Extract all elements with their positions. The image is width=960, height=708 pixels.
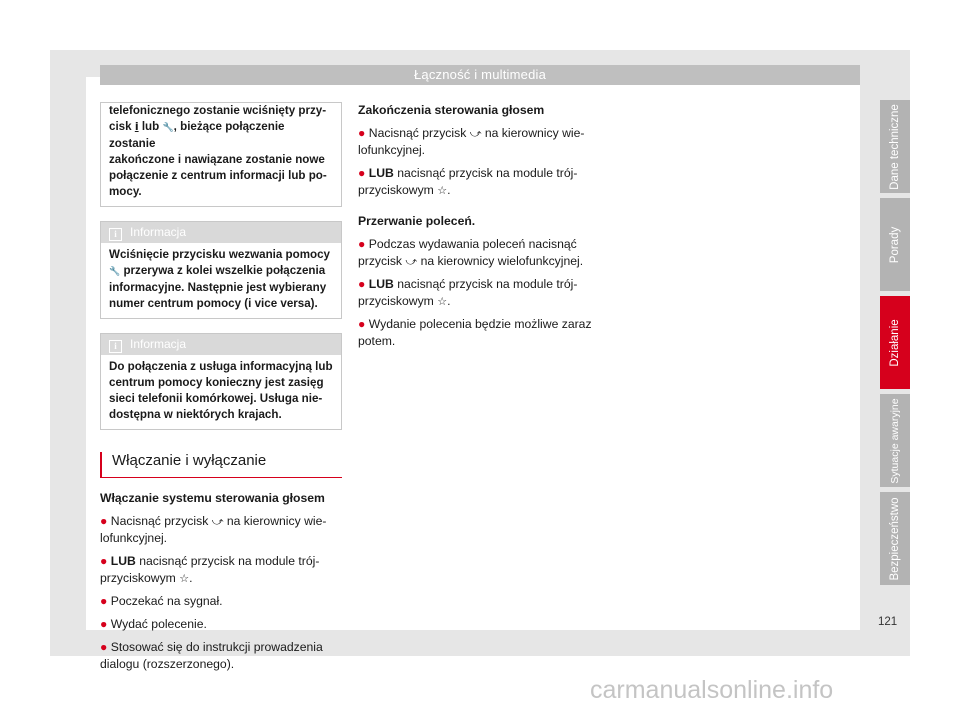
bullet-icon: ●: [100, 640, 108, 654]
list-item-text: potem.: [358, 334, 396, 348]
list-item-text: na kierownicy wie-: [226, 514, 327, 528]
list-item-text: na kierownicy wie-: [484, 126, 585, 140]
list-item-text: przyciskowym: [358, 294, 434, 308]
wrench-icon: 🔧: [162, 123, 174, 133]
voice-button-icon: ⤻: [469, 127, 482, 140]
bullet-icon: ●: [100, 554, 108, 568]
list-item: [100, 513, 342, 547]
bullet-icon: ●: [100, 514, 108, 528]
bullet-icon: ●: [100, 617, 108, 631]
watermark: carmanualsonline.info: [590, 676, 834, 704]
bullet-icon: ●: [358, 126, 366, 140]
list-item-text: dialogu (rozszerzonego).: [100, 657, 235, 671]
list-item-text: nacisnąć przycisk na module trój-: [397, 166, 578, 180]
page-number: 121: [878, 616, 898, 628]
intro-line-2-b: lub: [141, 120, 160, 133]
tab-bezpieczenstwo[interactable]: [880, 492, 910, 585]
intro-line-3: zakończone i nawiązane zostanie nowe: [109, 153, 325, 166]
list-item: [358, 276, 603, 310]
list-item-text: lofunkcyjnej.: [100, 531, 168, 545]
voice-button-icon: ⤻: [405, 255, 418, 268]
list-item-text: przyciskowym: [100, 571, 176, 585]
tab-porady[interactable]: [880, 198, 910, 291]
bullet-icon: ●: [358, 277, 366, 291]
intro-line-4: połączenie z centrum informacji lub po-: [109, 169, 327, 182]
tab-dzialanie[interactable]: [880, 296, 910, 389]
info1-line-2-text: przerywa z kolei wszelkie połączenia: [123, 264, 326, 277]
list-item-text: Nacisnąć przycisk: [368, 126, 467, 140]
list-item: [100, 553, 342, 587]
list-item-text: Wydać polecenie.: [110, 617, 207, 631]
list-item-text: lofunkcyjnej.: [358, 143, 426, 157]
info1-line-2: [109, 263, 333, 280]
star-button-icon: ☆: [437, 295, 448, 308]
info-box-2-body: [101, 355, 341, 429]
subhead-end: Zakończenia sterowania głosem: [358, 103, 545, 117]
info2-line-3: sieci telefonii komórkowej. Usługa nie-: [109, 392, 323, 405]
bullet-icon: ●: [100, 594, 108, 608]
bullet-icon: ●: [358, 166, 366, 180]
info-box-1: [100, 221, 342, 319]
list-item: [100, 616, 342, 633]
info-box-1-header: [101, 222, 341, 243]
wrench-icon: 🔧: [109, 267, 121, 277]
list-item-text: .: [447, 183, 451, 197]
list-item-text: .: [447, 294, 451, 308]
intro-box: [100, 102, 342, 207]
info1-line-3: informacyjne. Następnie jest wybierany: [109, 281, 327, 294]
star-button-icon: ☆: [179, 572, 190, 585]
voice-button-icon: ⤻: [211, 515, 224, 528]
list-item-bold: LUB: [368, 277, 394, 291]
intro-line-2: [109, 119, 333, 152]
info-icon: i: [109, 340, 122, 353]
list-item-text: Stosować się do instrukcji prowadzenia: [110, 640, 323, 654]
list-item: [358, 165, 603, 199]
intro-line-2-c: , bieżące połączenie zostanie: [109, 120, 285, 150]
info1-line-1: Wciśnięcie przycisku wezwania pomocy: [109, 248, 331, 261]
list-item-text: Podczas wydawania poleceń nacisnąć: [368, 237, 577, 251]
tab-label: Porady: [889, 226, 901, 263]
subhead-interrupt: Przerwanie poleceń.: [358, 214, 476, 228]
list-item-bold: LUB: [110, 554, 136, 568]
bullet-icon: ●: [358, 237, 366, 251]
intro-line-5: mocy.: [109, 185, 142, 198]
intro-line-2-a: cisk: [109, 120, 132, 133]
list-item-text: przycisk: [358, 254, 403, 268]
list-item-text: nacisnąć przycisk na module trój-: [139, 554, 320, 568]
list-item-text: na kierownicy wielofunkcyjnej.: [420, 254, 584, 268]
tab-label: Dane techniczne: [889, 103, 901, 190]
list-item-text: przyciskowym: [358, 183, 434, 197]
info2-line-1: Do połączenia z usługa informacyjną lub: [109, 360, 333, 373]
tab-dane-techniczne[interactable]: [880, 100, 910, 193]
info-box-1-body: [101, 243, 341, 318]
info-box-2: [100, 333, 342, 430]
info-box-2-heading: Informacja: [130, 337, 187, 351]
list-item: [100, 593, 342, 610]
list-item-text: nacisnąć przycisk na module trój-: [397, 277, 578, 291]
left-column: [100, 102, 342, 679]
list-item-text: Wydanie polecenia będzie możliwe zaraz: [368, 317, 592, 331]
info2-line-2: centrum pomocy konieczny jest zasięg: [109, 376, 324, 389]
list-item-text: Poczekać na sygnał.: [110, 594, 223, 608]
list-item: [358, 236, 603, 270]
list-item-text: .: [189, 571, 193, 585]
list-item: [100, 639, 342, 673]
list-item-bold: LUB: [368, 166, 394, 180]
tab-sytuacje-awaryjne[interactable]: [880, 394, 910, 487]
tab-label: Bezpieczeństwo: [889, 496, 901, 581]
right-column: [358, 102, 603, 356]
info-button-icon: i: [134, 120, 139, 133]
info1-line-4: numer centrum pomocy (i vice versa).: [109, 297, 318, 310]
info-box-1-heading: Informacja: [130, 225, 187, 239]
chapter-header: Łączność i multimedia: [100, 65, 860, 85]
section-title: Włączanie i wyłączanie: [100, 452, 342, 478]
bullet-icon: ●: [358, 317, 366, 331]
intro-line-1: telefonicznego zostanie wciśnięty przy-: [109, 104, 327, 117]
list-item: [358, 125, 603, 159]
list-item: [358, 316, 603, 350]
info-icon: i: [109, 228, 122, 241]
star-button-icon: ☆: [437, 184, 448, 197]
info-box-2-header: [101, 334, 341, 355]
tab-label: Działanie: [889, 318, 901, 367]
tab-label: Sytuacje awaryjne: [889, 397, 901, 484]
list-item-text: Nacisnąć przycisk: [110, 514, 209, 528]
info2-line-4: dostępna w niektórych krajach.: [109, 408, 282, 421]
subhead-enable: Włączanie systemu sterowania głosem: [100, 491, 325, 505]
